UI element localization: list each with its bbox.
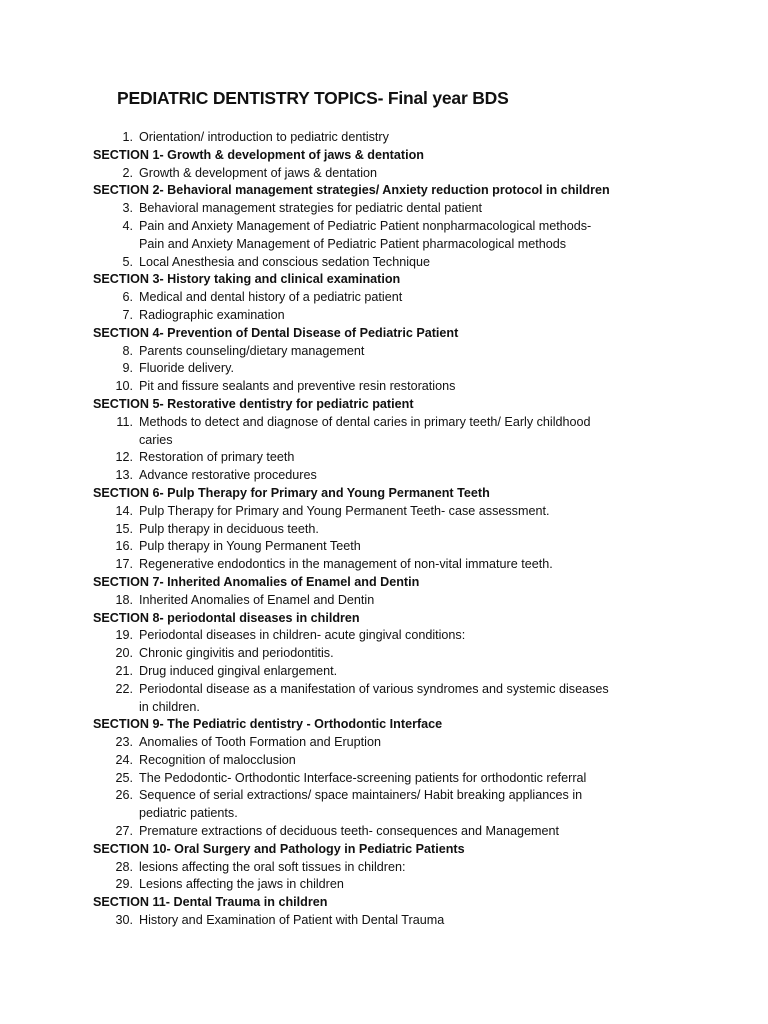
item-text: Pulp therapy in Young Permanent Teeth [139,539,361,554]
list-item [93,823,663,841]
item-text: Restoration of primary teeth [139,450,295,465]
item-text: The Pedodontic- Orthodontic Interface-screening patients for orthodontic referral [139,770,587,785]
item-number: 12. [115,450,133,465]
list-item [93,734,663,752]
item-number: 23. [115,735,133,750]
list-item [93,129,663,147]
item-text: Pulp Therapy for Primary and Young Permanent Teeth- case assessment. [139,503,550,518]
list-item [93,254,663,272]
list-item [93,770,663,788]
section-heading: SECTION 7- Inherited Anomalies of Enamel and Dentin [93,574,420,589]
item-text: Medical and dental history of a pediatric patient [139,290,403,305]
item-number: 6. [122,290,133,305]
item-text-continued: pediatric patients. [139,806,238,821]
section-heading: SECTION 11- Dental Trauma in children [93,895,328,910]
document-title: PEDIATRIC DENTISTRY TOPICS- Final year BDS [117,88,509,108]
item-text: Pulp therapy in deciduous teeth. [139,521,319,536]
list-item [93,467,663,485]
item-number: 28. [115,859,133,874]
item-number: 9. [122,361,133,376]
list-item [93,627,663,645]
item-text: Behavioral management strategies for pediatric dental patient [139,201,483,216]
item-number: 5. [122,254,133,269]
item-text: Sequence of serial extractions/ space maintainers/ Habit breaking appliances in [139,788,583,803]
item-number: 1. [122,130,133,144]
list-item [93,859,663,877]
section-heading: SECTION 4- Prevention of Dental Disease of Pediatric Patient [93,325,459,340]
list-item [93,200,663,218]
list-item [93,752,663,770]
item-text: Fluoride delivery. [139,361,234,376]
section-heading: SECTION 10- Oral Surgery and Pathology in Pediatric Patients [93,841,465,856]
item-text: Pit and fissure sealants and preventive resin restorations [139,379,456,394]
item-number: 20. [115,646,133,661]
list-item [93,663,663,681]
item-text: Premature extractions of deciduous teeth- consequences and Management [139,824,560,839]
list-item [93,521,663,539]
item-text: Regenerative endodontics in the management of non-vital immature teeth. [139,557,553,572]
item-text: Orientation/ introduction to pediatric dentistry [139,130,389,144]
item-text: Anomalies of Tooth Formation and Eruption [139,735,381,750]
item-number: 14. [115,503,133,518]
item-text-continued: in children. [139,699,200,714]
item-number: 18. [115,592,133,607]
list-item [93,538,663,556]
item-number: 8. [122,343,133,358]
item-text-continued: caries [139,432,173,447]
item-number: 7. [122,307,133,322]
item-text: lesions affecting the oral soft tissues in children: [139,859,406,874]
item-text: Methods to detect and diagnose of dental caries in primary teeth/ Early childhood [139,414,591,429]
item-number: 19. [115,628,133,643]
item-number: 13. [115,468,133,483]
item-text: Advance restorative procedures [139,468,317,483]
item-number: 29. [115,877,133,892]
item-number: 10. [115,379,133,394]
item-number: 11. [116,414,133,429]
list-item [93,414,663,450]
list-item [93,378,663,396]
list-item [93,449,663,467]
item-number: 17. [115,557,133,572]
list-item [93,592,663,610]
section-heading: SECTION 3- History taking and clinical examination [93,272,401,287]
topic-list [93,129,743,930]
list-item [93,876,663,894]
item-text: Drug induced gingival enlargement. [139,663,338,678]
item-text: Recognition of malocclusion [139,752,296,767]
section-heading: SECTION 9- The Pediatric dentistry - Orthodontic Interface [93,717,443,732]
list-item [93,645,663,663]
section-heading: SECTION 6- Pulp Therapy for Primary and Young Permanent Teeth [93,485,490,500]
list-item [93,343,663,361]
section-heading: SECTION 8- periodontal diseases in children [93,610,360,625]
list-item [93,503,663,521]
list-item [93,289,663,307]
list-item [93,218,663,254]
item-text: Lesions affecting the jaws in children [139,877,344,892]
item-number: 27. [115,824,133,839]
list-item [93,787,663,823]
item-text: Local Anesthesia and conscious sedation Technique [139,254,431,269]
list-item [93,360,663,378]
item-number: 16. [115,539,133,554]
item-text: History and Examination of Patient with Dental Trauma [139,913,445,928]
item-text: Parents counseling/dietary management [139,343,365,358]
list-item [93,307,663,325]
item-text: Periodontal disease as a manifestation of various syndromes and systemic diseases [139,681,609,696]
list-item [93,912,663,930]
item-text: Radiographic examination [139,307,285,322]
section-heading: SECTION 2- Behavioral management strategies/ Anxiety reduction protocol in children [93,183,610,198]
item-text-continued: Pain and Anxiety Management of Pediatric Patient pharmacological methods [139,236,567,251]
item-number: 26. [115,788,133,803]
section-heading: SECTION 5- Restorative dentistry for pediatric patient [93,396,414,411]
item-text: Growth & development of jaws & dentation [139,165,378,180]
item-number: 3. [122,201,133,216]
list-item [93,556,663,574]
item-number: 21. [115,663,133,678]
item-number: 22. [115,681,133,696]
item-text: Pain and Anxiety Management of Pediatric Patient nonpharmacological methods- [139,218,592,233]
item-number: 24. [115,752,133,767]
section-heading: SECTION 1- Growth & development of jaws & dentation [93,147,424,162]
item-number: 2. [122,165,133,180]
list-item [93,681,663,717]
item-number: 25. [115,770,133,785]
item-text: Chronic gingivitis and periodontitis. [139,646,334,661]
list-item [93,165,663,183]
item-number: 15. [115,521,133,536]
item-number: 4. [122,218,133,233]
item-text: Periodontal diseases in children- acute gingival conditions: [139,628,466,643]
item-number: 30. [115,913,133,928]
item-text: Inherited Anomalies of Enamel and Dentin [139,592,375,607]
